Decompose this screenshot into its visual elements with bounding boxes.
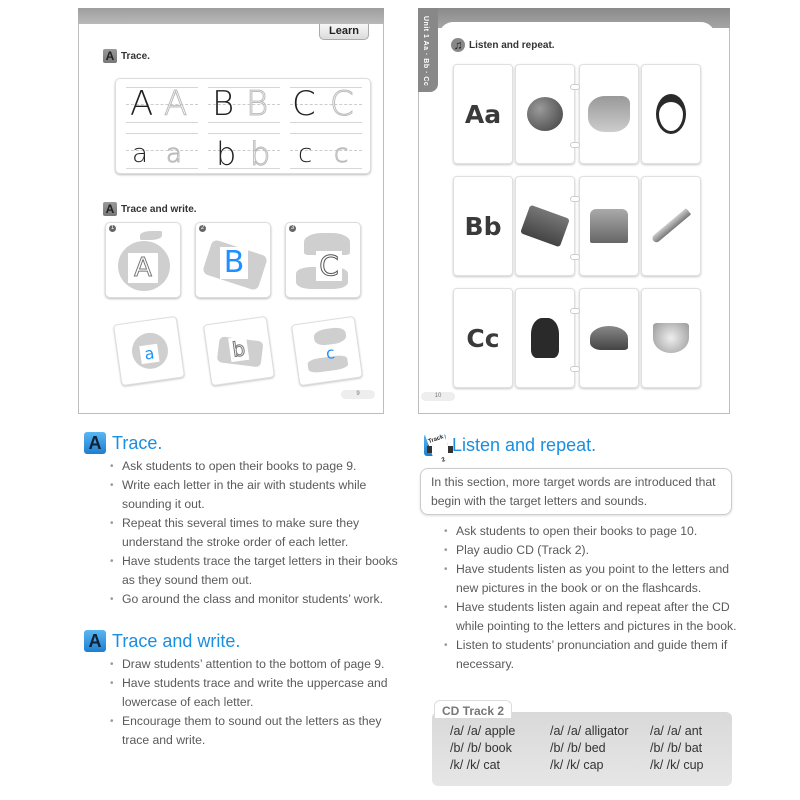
letter-a-icon: A [103, 202, 117, 216]
trace-card-small-1 [113, 316, 185, 386]
listen-intro-box: In this section, more target words are introduced that begin with the target letters and sounds. [420, 468, 732, 515]
trace-letter: a [132, 139, 148, 169]
list-item: • Ask students to open their books to page 10. [444, 522, 744, 541]
page-number: 9 [341, 390, 375, 399]
trace-write-note-title: Trace and write. [112, 630, 241, 651]
cap-icon [590, 326, 628, 350]
trace-group-c-lower [290, 133, 362, 169]
trace-section-heading [103, 49, 150, 63]
flashcard-cap [579, 288, 639, 388]
unit-side-tab [418, 8, 438, 92]
flashcard-letters: Bb [453, 176, 513, 276]
ant-icon [656, 94, 686, 134]
trace-letter-dotted: b [250, 135, 271, 173]
list-item: • Repeat this several times to make sure they understand the stroke order of each letter. [110, 514, 400, 552]
trace-write-note-heading [84, 630, 240, 652]
page-header-bar [78, 8, 384, 24]
leaf-silhouette [140, 231, 162, 240]
trace-letter: C [292, 84, 316, 124]
headphones-icon: ♫ [451, 38, 465, 52]
card-letter-dotted: A [128, 253, 158, 283]
flashcard-alligator [579, 64, 639, 164]
cd-track-word: /a/ /a/ alligator [550, 724, 629, 738]
book-icon [520, 205, 570, 248]
cd-track-word: /b/ /b/ book [450, 741, 512, 755]
cd-track-word: /k/ /k/ cat [450, 758, 501, 772]
flashcard-ant [641, 64, 701, 164]
listen-note-title: Listen and repeat. [452, 434, 597, 455]
letter-a-icon: A [84, 630, 106, 652]
list-item: • Have students listen again and repeat after the CD while pointing to the letters and pictures in the book. [444, 598, 744, 636]
trace-note-title: Trace. [112, 432, 163, 453]
trace-group-a-upper [126, 84, 198, 124]
trace-letter: b [216, 135, 237, 173]
cd-track-word: /k/ /k/ cap [550, 758, 604, 772]
listen-note-list [444, 522, 744, 674]
letter-a-icon: A [84, 432, 106, 454]
trace-group-b-upper [208, 84, 280, 124]
bat-icon [651, 208, 691, 244]
list-item: • Go around the class and monitor students’ work. [110, 590, 400, 609]
trace-letter-dotted: A [164, 84, 188, 124]
list-item: • Have students trace and write the uppercase and lowercase of each letter. [110, 674, 400, 712]
page-number: 10 [421, 392, 455, 401]
trace-card-2 [195, 222, 271, 298]
list-item: • Write each letter in the air with students while sounding it out. [110, 476, 400, 514]
learn-tab: Learn [319, 24, 369, 40]
track-badge: Track 2 [424, 426, 456, 473]
flashcard-cat [515, 288, 575, 388]
cd-track-word: /a/ /a/ ant [650, 724, 703, 738]
trace-letter: A [130, 84, 154, 124]
card-number: 1 [110, 225, 115, 231]
cup-icon [653, 323, 689, 353]
flashcard-row-b [453, 176, 703, 276]
listen-section-title: Listen and repeat. [469, 39, 555, 51]
card-lower-letter-dotted: b [228, 336, 249, 362]
flashcard-letters: Aa [453, 64, 513, 164]
flashcard-bed [579, 176, 639, 276]
list-item: • Draw students’ attention to the bottom of page 9. [110, 655, 400, 674]
headphones-icon [424, 434, 447, 464]
letter-a-icon: A [103, 49, 117, 63]
trace-group-a-lower [126, 133, 198, 169]
cd-track-word-grid [450, 724, 732, 772]
alligator-icon [588, 96, 630, 132]
book-page-10 [418, 8, 730, 414]
cd-track-word: /b/ /b/ bat [650, 741, 703, 755]
trace-card-3 [285, 222, 361, 298]
trace-write-note-list [110, 655, 400, 750]
card-lower-letter: c [324, 343, 336, 364]
unit-side-tab-label: Unit 1 Aa · Bb · Cc [422, 16, 429, 87]
card-lower-letter: a [139, 344, 159, 364]
card-number: 2 [200, 225, 205, 231]
trace-group-c-upper [290, 84, 362, 124]
flashcard-row-a [453, 64, 703, 164]
book-page-9 [78, 8, 384, 414]
trace-card-small-2 [203, 316, 275, 386]
card-number: 3 [290, 225, 295, 231]
trace-write-section-title: Trace and write. [121, 203, 197, 215]
list-item: • Have students listen as you point to the letters and new pictures in the book or on the flashcards. [444, 560, 744, 598]
trace-group-b-lower [208, 133, 280, 173]
flashcard-row-c [453, 288, 703, 388]
list-item: • Listen to students’ pronunciation and guide them if necessary. [444, 636, 744, 674]
trace-note-heading [84, 432, 162, 454]
cd-track-word: /b/ /b/ bed [550, 741, 606, 755]
flashcard-bat [641, 176, 701, 276]
trace-section-title: Trace. [121, 50, 150, 62]
trace-card-1 [105, 222, 181, 298]
flashcard-apple [515, 64, 575, 164]
list-item: • Encourage them to sound out the letters as they trace and write. [110, 712, 400, 750]
trace-letter: c [298, 139, 313, 169]
trace-letter-dotted: c [334, 139, 349, 169]
listen-note-heading [424, 434, 597, 464]
trace-letter-dotted: a [166, 139, 182, 169]
card-letter-dotted: C [316, 251, 342, 281]
trace-letter-dotted: C [330, 84, 354, 124]
apple-icon [527, 97, 563, 131]
trace-card-small-3 [291, 316, 363, 386]
cd-track-label: CD Track 2 [434, 700, 512, 718]
trace-letter-dotted: B [246, 84, 269, 124]
listen-section-heading [451, 38, 555, 52]
trace-write-section-heading [103, 202, 197, 216]
flashcard-letters: Cc [453, 288, 513, 388]
cat-icon [531, 318, 559, 358]
bed-icon [590, 209, 628, 243]
cd-track-box [432, 712, 732, 786]
list-item: • Ask students to open their books to page 9. [110, 457, 400, 476]
card-letter: B [220, 247, 248, 279]
flashcard-cup [641, 288, 701, 388]
cd-track-word: /k/ /k/ cup [650, 758, 704, 772]
trace-letter: B [212, 84, 235, 124]
trace-letters-box [115, 78, 371, 174]
trace-note-list [110, 457, 400, 609]
list-item: • Have students trace the target letters in their books as they sound them out. [110, 552, 400, 590]
cd-track-word: /a/ /a/ apple [450, 724, 516, 738]
flashcard-book [515, 176, 575, 276]
list-item: • Play audio CD (Track 2). [444, 541, 744, 560]
